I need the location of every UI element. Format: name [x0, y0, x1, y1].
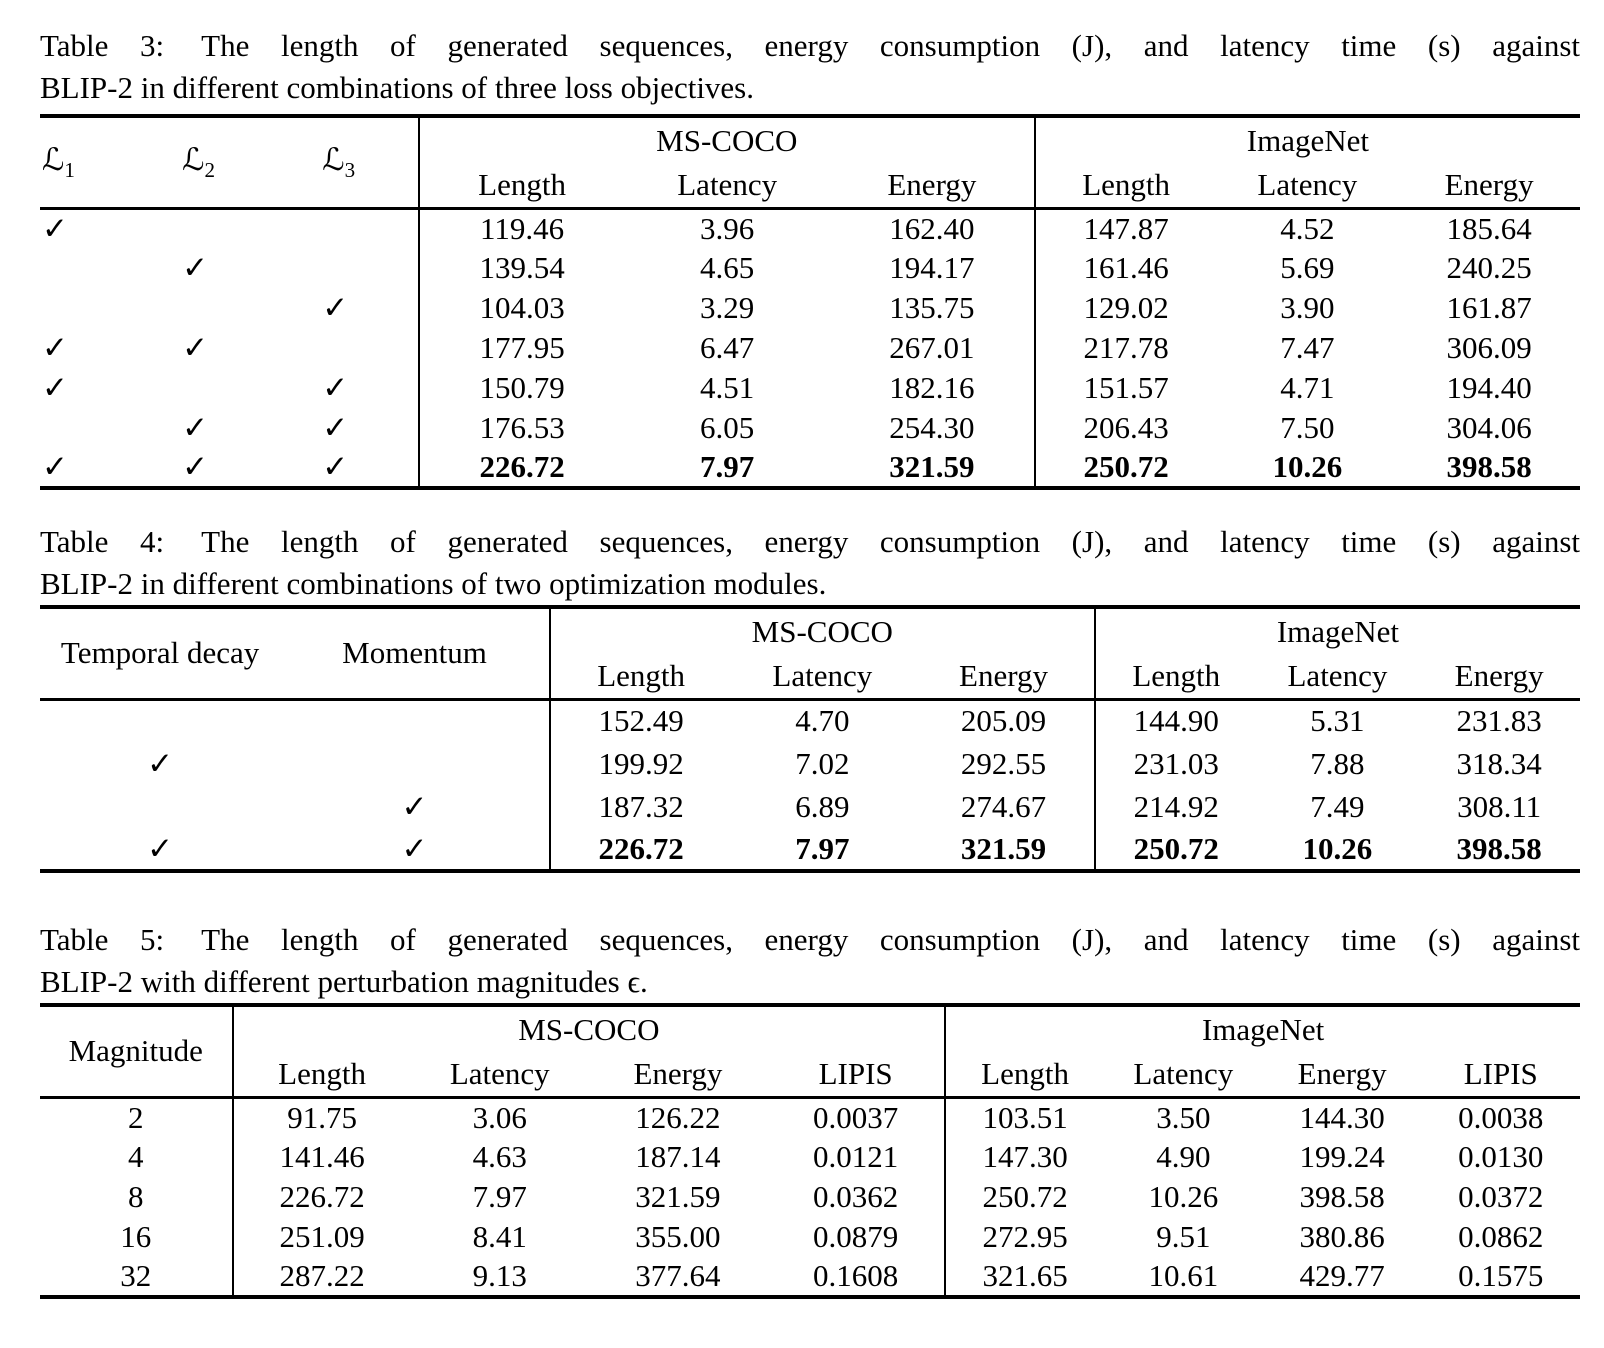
value-cell: 7.97: [700, 449, 755, 484]
value-cell: 226.72: [419, 448, 625, 488]
value-cell: 10.26: [1302, 830, 1373, 866]
checkmark-icon: ✓: [322, 410, 349, 445]
value-cell: 7.97: [795, 830, 850, 866]
table5-body: [40, 1097, 1580, 1297]
column-header-loss3: ℒ$_3$: [320, 116, 419, 208]
value-cell: 7.49: [1310, 788, 1365, 824]
value-cell: 206.43: [1035, 408, 1217, 448]
empty-cell: [40, 408, 180, 448]
checkmark-icon: ✓: [182, 330, 209, 365]
table3-header: [40, 116, 1580, 208]
value-cell: 187.32: [550, 785, 732, 828]
value-cell: 4.71: [1280, 370, 1335, 405]
column-header-length: Length: [1035, 164, 1217, 208]
value-cell: 147.30: [945, 1137, 1104, 1177]
value-cell: 6.89: [795, 788, 850, 824]
value-cell: 10.61: [1148, 1258, 1219, 1293]
value-cell: 176.53: [419, 408, 625, 448]
value-cell: 119.46: [419, 208, 625, 248]
table5-caption-line2: BLIP-2 with different perturbation magnitudes ϵ.: [40, 964, 648, 999]
value-cell: 0.0879: [812, 1219, 899, 1254]
value-cell: 231.83: [1456, 703, 1542, 739]
column-header-loss1: ℒ$_1$: [40, 116, 180, 208]
value-cell: 91.75: [233, 1097, 411, 1137]
magnitude-value: 32: [120, 1258, 152, 1293]
table3-caption-line1: [40, 25, 1580, 67]
value-cell: 147.87: [1035, 208, 1217, 248]
empty-cell: [320, 328, 419, 368]
table-row: [40, 1257, 1580, 1297]
value-cell: 3.96: [700, 210, 755, 246]
column-header-length: Length: [550, 655, 732, 699]
table3-caption-text: The length of generated sequences, energy consumption (J), and latency time (s) against: [201, 28, 1580, 63]
value-cell: 0.0121: [812, 1139, 899, 1174]
table5-subheader-row: [40, 1053, 1580, 1097]
value-cell: 226.72: [233, 1177, 411, 1217]
table5-caption-label: Table 5:: [40, 922, 165, 957]
page-content: [40, 25, 1580, 1299]
group-header-mscoco: MS-COCO: [550, 607, 1095, 655]
value-cell: 287.22: [233, 1257, 411, 1297]
value-cell: 103.51: [945, 1097, 1104, 1137]
value-cell: 199.24: [1299, 1139, 1385, 1174]
value-cell: 398.58: [1299, 1179, 1385, 1214]
table4: [40, 605, 1580, 873]
table5-caption: [40, 919, 1580, 1003]
value-cell: 0.0130: [1458, 1139, 1544, 1174]
magnitude-value: 16: [120, 1219, 152, 1254]
value-cell: 250.72: [945, 1177, 1104, 1217]
value-cell: 7.88: [1310, 745, 1365, 781]
value-cell: 4.52: [1280, 210, 1335, 246]
value-cell: 151.57: [1035, 368, 1217, 408]
value-cell: 250.72: [1035, 448, 1217, 488]
value-cell: 135.75: [889, 290, 975, 325]
checkmark-icon: ✓: [401, 788, 428, 824]
value-cell: 104.03: [419, 288, 625, 328]
table4-caption: [40, 521, 1580, 605]
table4-body: [40, 699, 1580, 871]
column-header-latency: Latency: [411, 1053, 589, 1097]
value-cell: 3.50: [1156, 1099, 1211, 1135]
value-cell: 139.54: [419, 248, 625, 288]
checkmark-icon: ✓: [42, 330, 68, 365]
value-cell: 0.0372: [1458, 1179, 1544, 1214]
column-header-energy: Energy: [1263, 1053, 1422, 1097]
value-cell: 144.30: [1299, 1099, 1385, 1135]
value-cell: 126.22: [635, 1099, 721, 1135]
value-cell: 10.26: [1272, 449, 1343, 484]
value-cell: 217.78: [1035, 328, 1217, 368]
value-cell: 152.49: [550, 699, 732, 742]
table-row: [40, 699, 1580, 742]
value-cell: 177.95: [419, 328, 625, 368]
empty-cell: [320, 208, 419, 248]
checkmark-icon: ✓: [182, 250, 209, 285]
table4-group-header-row: [40, 607, 1580, 655]
checkmark-icon: ✓: [42, 210, 68, 246]
value-cell: 251.09: [233, 1217, 411, 1257]
empty-cell: [180, 288, 320, 328]
table-row: [40, 1217, 1580, 1257]
column-header-length: Length: [945, 1053, 1104, 1097]
value-cell: 0.0362: [812, 1179, 899, 1214]
value-cell: 8.41: [472, 1219, 527, 1254]
value-cell: 306.09: [1446, 330, 1532, 365]
checkmark-icon: ✓: [147, 830, 174, 866]
value-cell: 185.64: [1446, 210, 1532, 246]
value-cell: 308.11: [1457, 788, 1542, 824]
table-row: [40, 785, 1580, 828]
value-cell: 231.03: [1095, 742, 1257, 785]
value-cell: 240.25: [1446, 250, 1532, 285]
value-cell: 194.40: [1446, 370, 1532, 405]
table3-caption: [40, 25, 1580, 109]
column-header-momentum: Momentum: [280, 607, 550, 699]
column-header-lipis: LIPIS: [767, 1053, 945, 1097]
empty-cell: [40, 248, 180, 288]
table3-body: [40, 208, 1580, 488]
value-cell: 129.02: [1035, 288, 1217, 328]
value-cell: 3.06: [472, 1099, 527, 1135]
empty-cell: [180, 208, 320, 248]
value-cell: 10.26: [1148, 1179, 1219, 1214]
table4-caption-label: Table 4:: [40, 524, 165, 559]
column-header-temporal-decay: Temporal decay: [40, 607, 280, 699]
empty-cell: [320, 248, 419, 288]
column-header-latency: Latency: [624, 164, 830, 208]
value-cell: 321.59: [960, 830, 1047, 866]
group-header-imagenet: ImageNet: [1035, 116, 1580, 164]
value-cell: 5.31: [1310, 703, 1365, 739]
value-cell: 141.46: [233, 1137, 411, 1177]
checkmark-icon: ✓: [322, 290, 349, 325]
value-cell: 6.05: [700, 410, 755, 445]
table-row: [40, 408, 1580, 448]
value-cell: 161.87: [1446, 290, 1532, 325]
column-header-magnitude: Magnitude: [40, 1005, 233, 1097]
value-cell: 0.0862: [1458, 1219, 1544, 1254]
table4-header: [40, 607, 1580, 699]
table3-caption-label: Table 3:: [40, 28, 165, 63]
table-row: [40, 368, 1580, 408]
group-header-imagenet: ImageNet: [945, 1005, 1580, 1053]
table4-caption-line1: [40, 521, 1580, 563]
value-cell: 377.64: [635, 1258, 721, 1293]
table3-group-header-row: [40, 116, 1580, 164]
value-cell: 144.90: [1095, 699, 1257, 742]
table-row: [40, 328, 1580, 368]
value-cell: 254.30: [889, 410, 975, 445]
empty-cell: [180, 368, 320, 408]
table3: [40, 114, 1580, 490]
column-header-latency: Latency: [1104, 1053, 1263, 1097]
value-cell: 321.65: [945, 1257, 1104, 1297]
value-cell: 205.09: [960, 703, 1047, 739]
value-cell: 250.72: [1095, 828, 1257, 871]
table5-header: [40, 1005, 1580, 1097]
value-cell: 4.90: [1156, 1139, 1211, 1174]
checkmark-icon: ✓: [401, 830, 428, 866]
column-header-loss2: ℒ$_2$: [180, 116, 320, 208]
column-header-length: Length: [419, 164, 625, 208]
checkmark-icon: ✓: [322, 370, 349, 405]
value-cell: 6.47: [700, 330, 755, 365]
table-row: [40, 208, 1580, 248]
table5: [40, 1003, 1580, 1299]
table-row: [40, 248, 1580, 288]
value-cell: 214.92: [1095, 785, 1257, 828]
value-cell: 9.51: [1156, 1219, 1211, 1254]
table4-caption-text: The length of generated sequences, energy consumption (J), and latency time (s) against: [201, 524, 1580, 559]
value-cell: 199.92: [550, 742, 732, 785]
group-header-imagenet: ImageNet: [1095, 607, 1580, 655]
column-header-energy: Energy: [589, 1053, 767, 1097]
value-cell: 355.00: [635, 1219, 721, 1254]
column-header-latency: Latency: [1257, 655, 1419, 699]
table-row: [40, 742, 1580, 785]
table4-caption-line2: BLIP-2 in different combinations of two optimization modules.: [40, 566, 827, 601]
column-header-latency: Latency: [1216, 164, 1398, 208]
empty-cell: [40, 785, 280, 828]
value-cell: 9.13: [472, 1258, 527, 1293]
column-header-energy: Energy: [830, 164, 1035, 208]
value-cell: 429.77: [1299, 1258, 1385, 1293]
table3-caption-line2: BLIP-2 in different combinations of three loss objectives.: [40, 70, 754, 105]
value-cell: 274.67: [960, 788, 1047, 824]
checkmark-icon: ✓: [147, 745, 174, 781]
column-header-energy: Energy: [913, 655, 1095, 699]
checkmark-icon: ✓: [182, 449, 209, 484]
checkmark-icon: ✓: [182, 410, 209, 445]
table-row: [40, 288, 1580, 328]
value-cell: 321.59: [635, 1179, 721, 1214]
value-cell: 0.1608: [812, 1258, 899, 1293]
table-row: [40, 828, 1580, 871]
value-cell: 162.40: [889, 210, 975, 246]
magnitude-value: 8: [128, 1179, 144, 1214]
column-header-lipis: LIPIS: [1421, 1053, 1580, 1097]
value-cell: 182.16: [889, 370, 975, 405]
table5-caption-line1: [40, 919, 1580, 961]
value-cell: 194.17: [889, 250, 975, 285]
value-cell: 380.86: [1299, 1219, 1385, 1254]
value-cell: 3.29: [700, 290, 755, 325]
empty-cell: [40, 699, 280, 742]
value-cell: 150.79: [419, 368, 625, 408]
value-cell: 3.90: [1280, 290, 1335, 325]
value-cell: 398.58: [1446, 449, 1532, 484]
value-cell: 4.65: [700, 250, 755, 285]
group-header-mscoco: MS-COCO: [419, 116, 1035, 164]
value-cell: 4.63: [472, 1139, 527, 1174]
value-cell: 5.69: [1280, 250, 1335, 285]
empty-cell: [280, 699, 550, 742]
column-header-length: Length: [1095, 655, 1257, 699]
empty-cell: [280, 742, 550, 785]
table-row: [40, 1097, 1580, 1137]
table-row: [40, 1137, 1580, 1177]
value-cell: 7.02: [795, 745, 850, 781]
value-cell: 161.46: [1035, 248, 1217, 288]
checkmark-icon: ✓: [42, 449, 68, 484]
value-cell: 398.58: [1456, 830, 1542, 866]
value-cell: 272.95: [945, 1217, 1104, 1257]
magnitude-value: 4: [128, 1139, 144, 1174]
value-cell: 7.97: [472, 1179, 527, 1214]
value-cell: 7.50: [1280, 410, 1335, 445]
value-cell: 292.55: [960, 745, 1047, 781]
table-row: [40, 448, 1580, 488]
value-cell: 187.14: [635, 1139, 721, 1174]
table-row: [40, 1177, 1580, 1217]
empty-cell: [40, 288, 180, 328]
value-cell: 318.34: [1456, 745, 1542, 781]
value-cell: 226.72: [550, 828, 732, 871]
value-cell: 4.70: [795, 703, 850, 739]
group-header-mscoco: MS-COCO: [233, 1005, 946, 1053]
value-cell: 4.51: [700, 370, 755, 405]
value-cell: 0.1575: [1458, 1258, 1544, 1293]
magnitude-value: 2: [128, 1099, 144, 1135]
checkmark-icon: ✓: [42, 370, 68, 405]
value-cell: 7.47: [1280, 330, 1335, 365]
column-header-energy: Energy: [1398, 164, 1580, 208]
column-header-length: Length: [233, 1053, 411, 1097]
column-header-energy: Energy: [1418, 655, 1580, 699]
table5-group-header-row: [40, 1005, 1580, 1053]
checkmark-icon: ✓: [322, 449, 349, 484]
value-cell: 321.59: [889, 449, 975, 484]
table5-caption-text: The length of generated sequences, energy consumption (J), and latency time (s) against: [201, 922, 1580, 957]
column-header-latency: Latency: [731, 655, 913, 699]
value-cell: 304.06: [1446, 410, 1532, 445]
value-cell: 0.0038: [1458, 1099, 1544, 1135]
value-cell: 0.0037: [812, 1099, 899, 1135]
value-cell: 267.01: [889, 330, 975, 365]
